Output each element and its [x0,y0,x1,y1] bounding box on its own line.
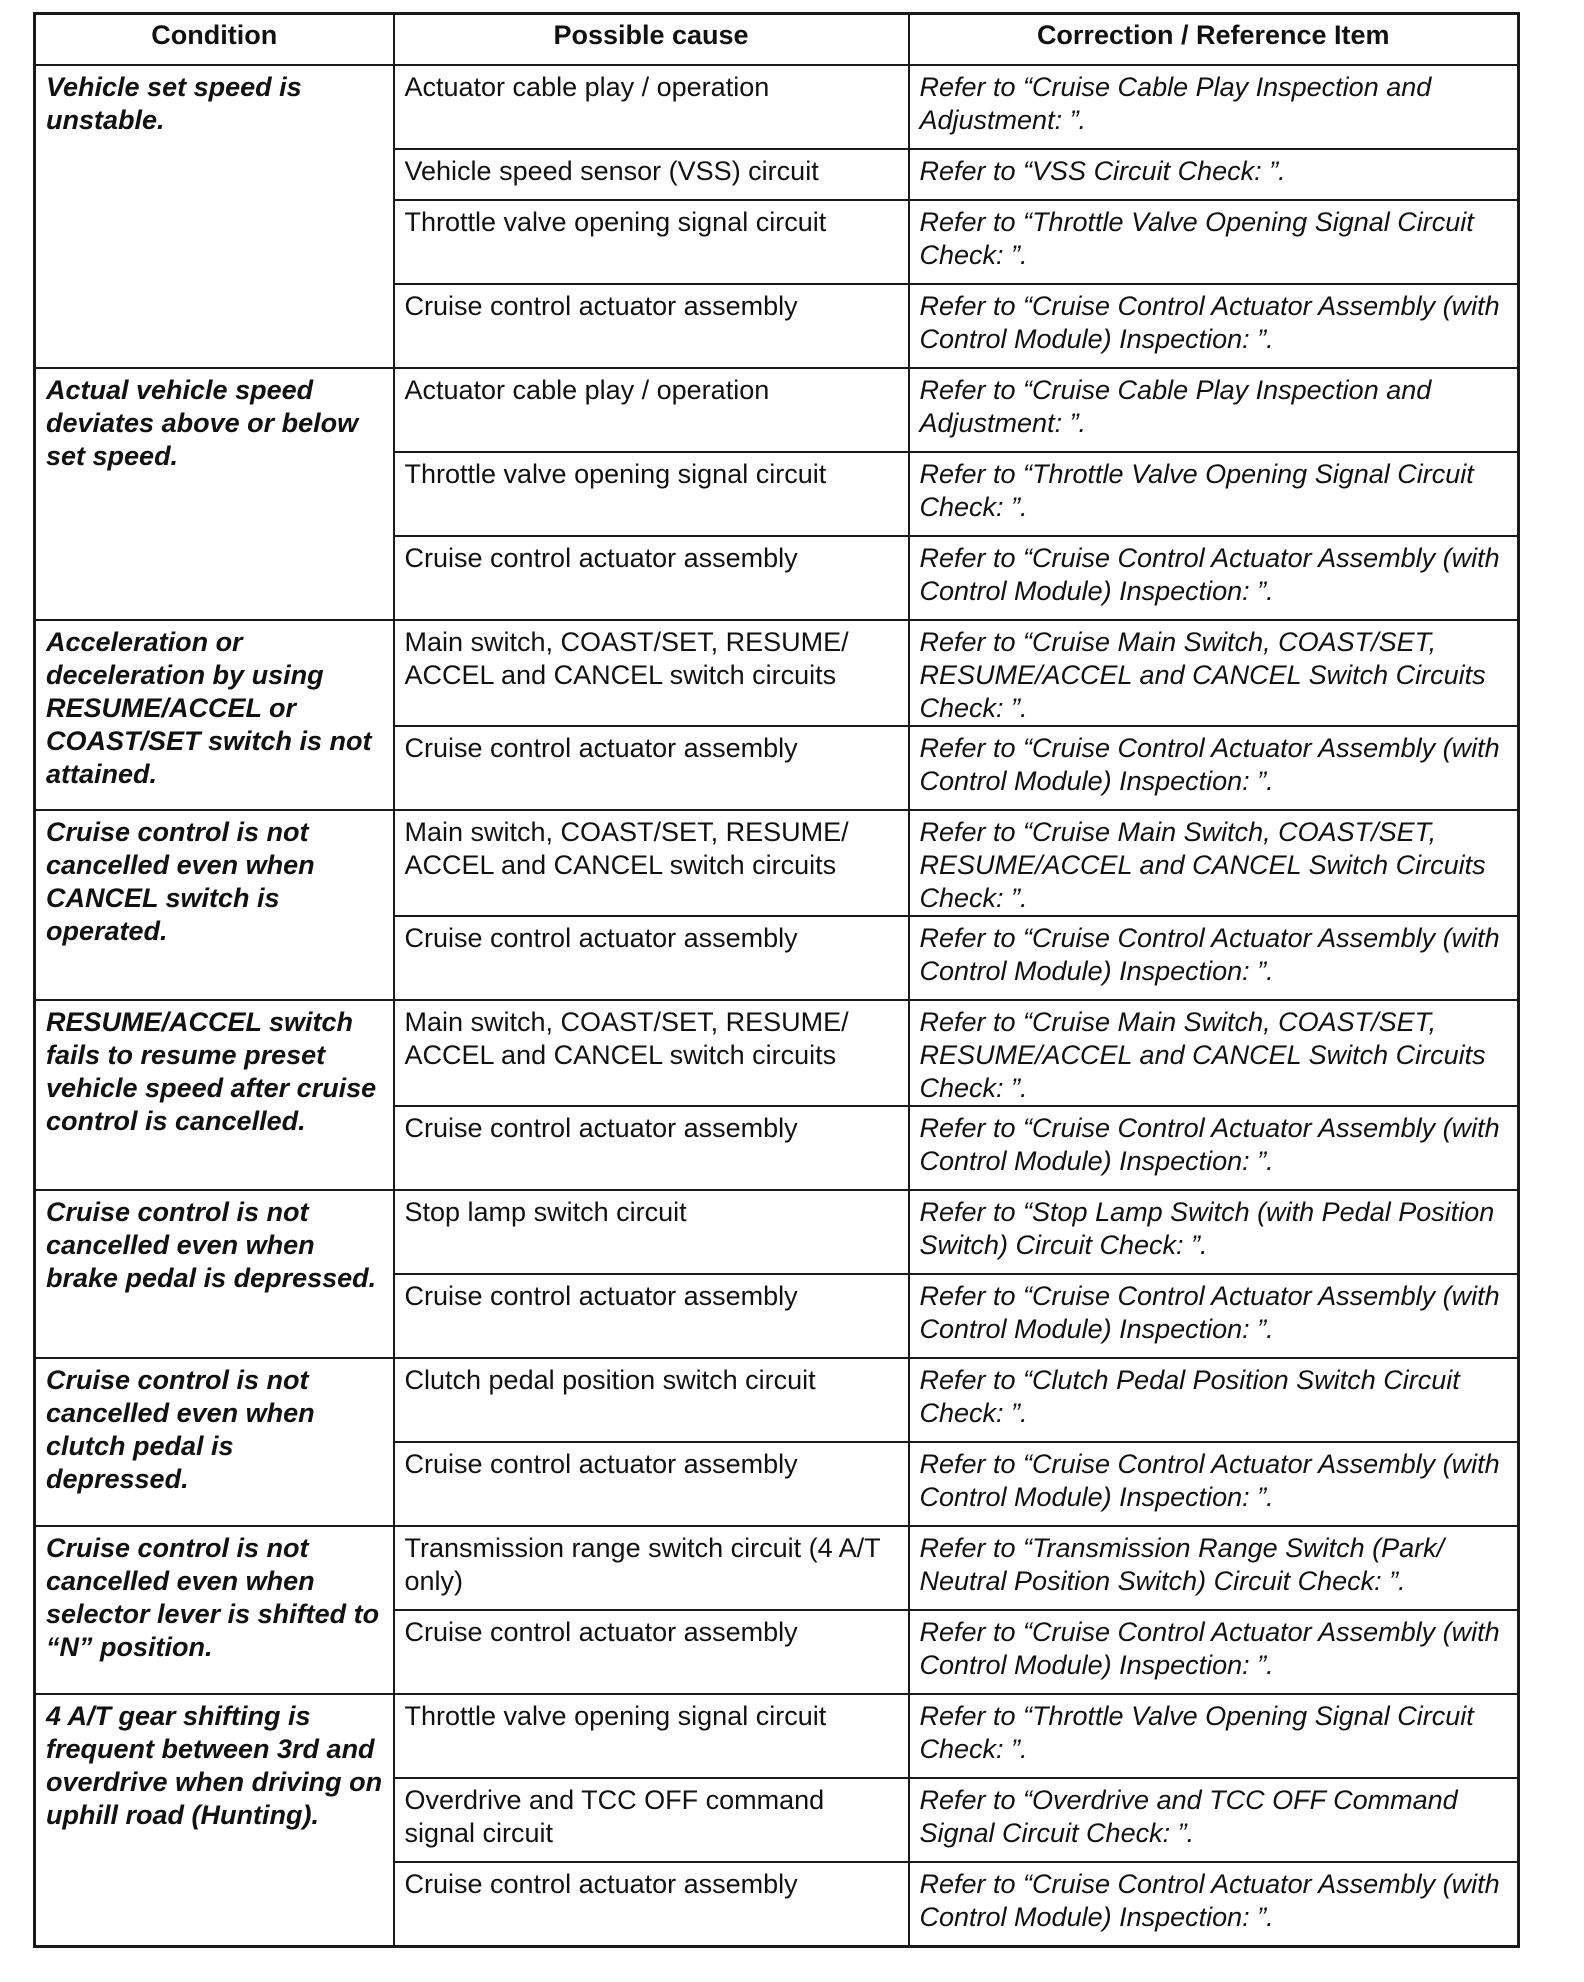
condition-cell: 4 A/T gear shifting is frequent between 3rd and overdrive when driving on uphill road (Hunting). [35,1694,394,1947]
possible-cause-cell: Transmission range switch circuit (4 A/T only) [394,1526,909,1610]
table-row [35,368,1519,452]
reference-cell: Refer to “Overdrive and TCC OFF Command Signal Circuit Check: ”. [909,1778,1519,1862]
possible-cause-cell: Vehicle speed sensor (VSS) circuit [394,149,909,200]
reference-cell: Refer to “Cruise Control Actuator Assembly (with Control Module) Inspection: ”. [909,1274,1519,1358]
table-row [35,620,1519,726]
reference-cell: Refer to “Cruise Control Actuator Assembly (with Control Module) Inspection: ”. [909,536,1519,620]
reference-cell: Refer to “Cruise Main Switch, COAST/SET, RESUME/ACCEL and CANCEL Switch Circuits Check: ”. [909,1000,1519,1106]
table-row [35,1358,1519,1442]
condition-cell: Cruise control is not cancelled even when CANCEL switch is operated. [35,810,394,1000]
condition-cell: Cruise control is not cancelled even when clutch pedal is depressed. [35,1358,394,1526]
reference-cell: Refer to “Cruise Control Actuator Assembly (with Control Module) Inspection: ”. [909,1610,1519,1694]
header-possible-cause: Possible cause [394,14,909,66]
condition-cell: Vehicle set speed is unstable. [35,65,394,368]
possible-cause-cell: Cruise control actuator assembly [394,284,909,368]
reference-cell: Refer to “Cruise Control Actuator Assembly (with Control Module) Inspection: ”. [909,284,1519,368]
reference-cell: Refer to “Throttle Valve Opening Signal Circuit Check: ”. [909,200,1519,284]
table-row [35,810,1519,916]
possible-cause-cell: Throttle valve opening signal circuit [394,452,909,536]
condition-cell: Cruise control is not cancelled even when brake pedal is depressed. [35,1190,394,1358]
possible-cause-cell: Main switch, COAST/SET, RESUME/ ACCEL and CANCEL switch circuits [394,620,909,726]
table-row [35,1526,1519,1610]
reference-cell: Refer to “VSS Circuit Check: ”. [909,149,1519,200]
possible-cause-cell: Cruise control actuator assembly [394,1610,909,1694]
reference-cell: Refer to “Cruise Control Actuator Assembly (with Control Module) Inspection: ”. [909,726,1519,810]
reference-cell: Refer to “Cruise Control Actuator Assembly (with Control Module) Inspection: ”. [909,1862,1519,1947]
reference-cell: Refer to “Throttle Valve Opening Signal Circuit Check: ”. [909,452,1519,536]
table-header-row [35,14,1519,66]
possible-cause-cell: Cruise control actuator assembly [394,1106,909,1190]
reference-cell: Refer to “Cruise Main Switch, COAST/SET, RESUME/ACCEL and CANCEL Switch Circuits Check: ”. [909,620,1519,726]
condition-cell: Actual vehicle speed deviates above or below set speed. [35,368,394,620]
reference-cell: Refer to “Cruise Control Actuator Assembly (with Control Module) Inspection: ”. [909,1442,1519,1526]
troubleshooting-table-container [33,12,1517,1948]
reference-cell: Refer to “Cruise Main Switch, COAST/SET, RESUME/ACCEL and CANCEL Switch Circuits Check: ”. [909,810,1519,916]
possible-cause-cell: Cruise control actuator assembly [394,726,909,810]
possible-cause-cell: Throttle valve opening signal circuit [394,1694,909,1778]
possible-cause-cell: Cruise control actuator assembly [394,1442,909,1526]
possible-cause-cell: Cruise control actuator assembly [394,1274,909,1358]
reference-cell: Refer to “Cruise Cable Play Inspection and Adjustment: ”. [909,368,1519,452]
possible-cause-cell: Actuator cable play / operation [394,368,909,452]
table-row [35,65,1519,149]
possible-cause-cell: Main switch, COAST/SET, RESUME/ ACCEL and CANCEL switch circuits [394,810,909,916]
possible-cause-cell: Overdrive and TCC OFF command signal circuit [394,1778,909,1862]
header-condition: Condition [35,14,394,66]
possible-cause-cell: Clutch pedal position switch circuit [394,1358,909,1442]
possible-cause-cell: Cruise control actuator assembly [394,536,909,620]
table-row [35,1694,1519,1778]
possible-cause-cell: Throttle valve opening signal circuit [394,200,909,284]
table-row [35,1000,1519,1106]
reference-cell: Refer to “Cruise Cable Play Inspection and Adjustment: ”. [909,65,1519,149]
condition-cell: Acceleration or deceleration by using RESUME/ACCEL or COAST/SET switch is not attained. [35,620,394,810]
condition-cell: Cruise control is not cancelled even when selector lever is shifted to “N” position. [35,1526,394,1694]
header-correction-reference: Correction / Reference Item [909,14,1519,66]
reference-cell: Refer to “Cruise Control Actuator Assembly (with Control Module) Inspection: ”. [909,916,1519,1000]
reference-cell: Refer to “Cruise Control Actuator Assembly (with Control Module) Inspection: ”. [909,1106,1519,1190]
possible-cause-cell: Cruise control actuator assembly [394,1862,909,1947]
reference-cell: Refer to “Throttle Valve Opening Signal Circuit Check: ”. [909,1694,1519,1778]
troubleshooting-table [33,12,1520,1948]
condition-cell: RESUME/ACCEL switch fails to resume preset vehicle speed after cruise control is cancelled. [35,1000,394,1190]
possible-cause-cell: Cruise control actuator assembly [394,916,909,1000]
reference-cell: Refer to “Stop Lamp Switch (with Pedal Position Switch) Circuit Check: ”. [909,1190,1519,1274]
reference-cell: Refer to “Clutch Pedal Position Switch Circuit Check: ”. [909,1358,1519,1442]
reference-cell: Refer to “Transmission Range Switch (Park/ Neutral Position Switch) Circuit Check: ”. [909,1526,1519,1610]
table-row [35,1190,1519,1274]
possible-cause-cell: Main switch, COAST/SET, RESUME/ ACCEL and CANCEL switch circuits [394,1000,909,1106]
possible-cause-cell: Actuator cable play / operation [394,65,909,149]
table-body [35,65,1519,1947]
possible-cause-cell: Stop lamp switch circuit [394,1190,909,1274]
